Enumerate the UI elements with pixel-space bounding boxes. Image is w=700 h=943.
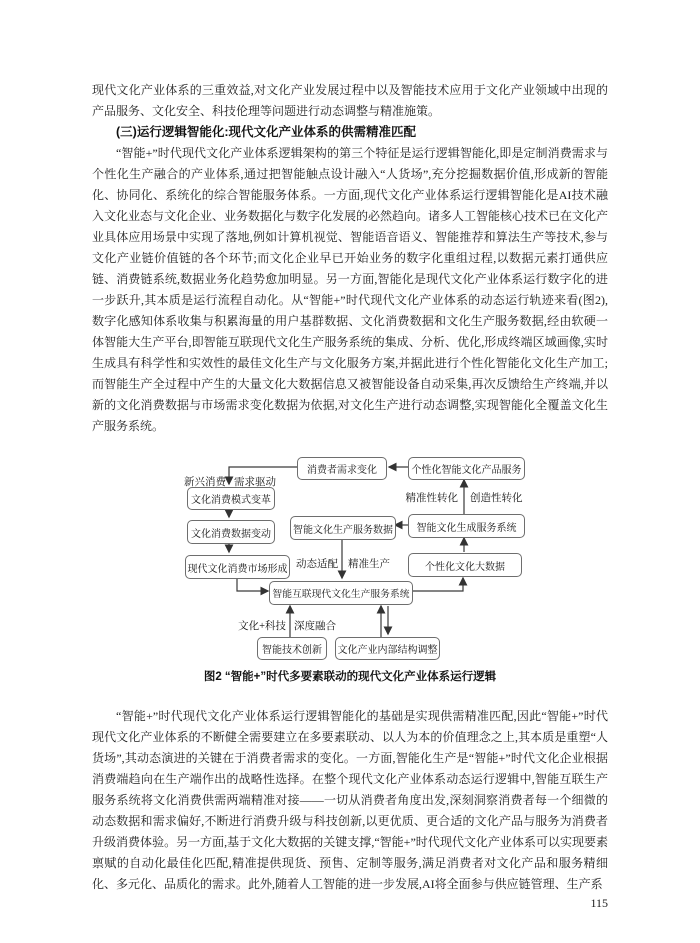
box-consumption-mode-reform: 文化消费模式变革 xyxy=(187,487,275,510)
edge-label-creative-transformation: 创造性转化 xyxy=(470,493,523,504)
edge-label-precise-transformation: 精准性转化 xyxy=(405,493,458,504)
edge-label-demand-driven: 需求驱动 xyxy=(234,477,276,488)
box-smart-generation-service-system: 智能文化生成服务系统 xyxy=(408,514,525,538)
paragraph-body-2: “智能+”时代现代文化产业体系逻辑架构的第三个特征是运行逻辑智能化,即是定制消费需求与个性化生产融合的产业体系,通过把智能触点设计融入“人货场”,充分挖掘数据价值,形成新的智能化、协同化、系统化的综合智能服务体系。一方面,现代文化产业体系运行逻辑智能化是AI技术融入文化业态与文化企业、业务数据化与数字化发展的必然趋向。诸多人工智能核心技术已在文化产业具体应用场景中实现了落地,例如计算机视觉、智能语音语义、智能推荐和算法生产等技术,参与文化产业链价值链的各个环节;而文化企业早已开始业务的数字化重组过程,以数据元素打通供应链、消费链系统,数据业务化趋势愈加明显。另一方面,智能化是现代文化产业体系运行数字化的进一步跃升,其本质是运行流程自动化。从“智能+”时代现代文化产业体系的动态运行轨迹来看(图2),数字化感知体系收集与积累海量的用户基群数据、文化消费数据和文化生产服务数据,经由软硬一体智能大生产平台,即智能互联现代文化生产服务系统的集成、分析、优化,形成终端区域画像,实时生成具有科学性和实效性的最佳文化生产与文化服务方案,并据此进行个性化智能化文化生产加工;而智能生产全过程中产生的大量文化大数据信息又被智能设备自动采集,再次反馈给生产终端,并以新的文化消费数据与市场需求变化数据为依据,对文化生产进行动态调整,实现智能化全覆盖文化生产服务系统。 xyxy=(92,146,609,433)
box-consumption-data-change: 文化消费数据变动 xyxy=(187,520,275,544)
edge-label-dynamic-adaptation: 动态适配 xyxy=(296,559,338,570)
box-personalized-smart-products: 个性化智能文化产品服务 xyxy=(408,457,525,480)
page-number: 115 xyxy=(590,896,608,910)
edge-label-emerging-consumption: 新兴消费 xyxy=(184,477,226,488)
arrow-market-to-central xyxy=(237,577,268,591)
edge-label-deep-integration: 深度融合 xyxy=(294,621,336,632)
box-smart-production-service-data: 智能文化生产服务数据 xyxy=(290,516,396,540)
section-heading: (三)运行逻辑智能化:现代文化产业体系的供需精准匹配 xyxy=(116,125,416,139)
box-smart-interconnected-production-system: 智能互联现代文化生产服务系统 xyxy=(269,581,413,605)
figure-caption: 图2 “智能+”时代多要素联动的现代文化产业体系运行逻辑 xyxy=(203,671,497,683)
edge-label-culture-plus-tech: 文化+科技 xyxy=(238,621,286,632)
arrow-central-to-bigdata xyxy=(411,578,463,591)
box-industry-structure-adjustment: 文化产业内部结构调整 xyxy=(335,637,440,660)
box-personalized-culture-bigdata: 个性化文化大数据 xyxy=(408,553,522,577)
paragraph-continuation: 现代文化产业体系的三重效益,对文化产业发展过程中以及智能技术应用于文化产业领域中出现的产品服务、文化安全、科技伦理等问题进行动态调整与精准施策。 xyxy=(92,83,608,118)
edge-label-precise-production: 精准生产 xyxy=(348,559,390,570)
box-modern-consumption-market: 现代文化消费市场形成 xyxy=(185,555,290,579)
box-consumer-demand-change: 消费者需求变化 xyxy=(297,457,387,480)
paragraph-body-3: “智能+”时代现代文化产业体系运行逻辑智能化的基础是实现供需精准匹配,因此“智能+”时代现代文化产业体系的不断健全需要建立在多要素联动、以人为本的价值理念之上,其本质是重塑“人货场”,其动态演进的关键在于消费者需求的变化。一方面,智能化生产是“智能+”时代文化企业根据消费端趋向在生产端作出的战略性选择。在整个现代文化产业体系动态运行逻辑中,智能互联生产服务系统将文化消费供需两端精准对接——一切从消费者角度出发,深刻洞察消费者每一个细微的动态数据和需求偏好,不断进行消费升级与科技创新,以更优质、更合适的文化产品与服务为消费者升级消费体验。另一方面,基于文化大数据的关键支撑,“智能+”时代现代文化产业体系可以实现要素禀赋的自动化最佳化匹配,精准提供现货、预售、定制等服务,满足消费者对文化产品和服务精细化、多元化、品质化的需求。此外,随着人工智能的进一步发展,AI将全面参与供应链管理、生产系 xyxy=(92,709,608,891)
page-content xyxy=(92,80,608,914)
figure-2-diagram xyxy=(92,452,608,667)
box-smart-tech-innovation: 智能技术创新 xyxy=(257,637,327,660)
